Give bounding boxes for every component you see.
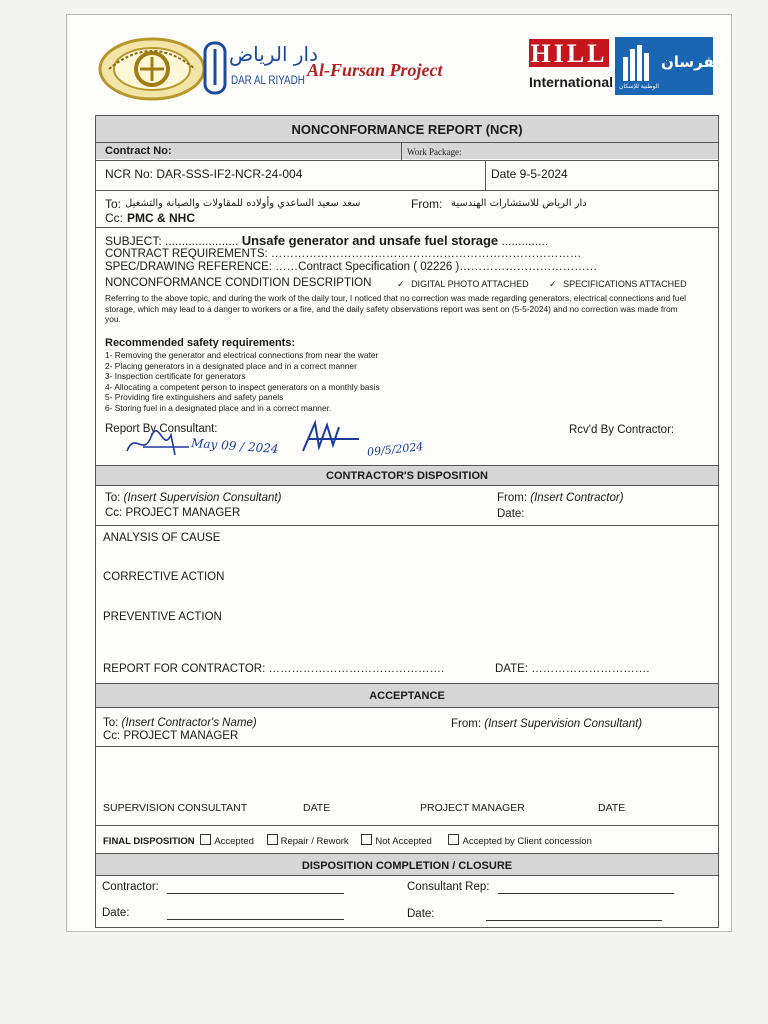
cd-to (105, 492, 281, 505)
recommendation-item: 6- Storing fuel in a designated place and in a correct manner. (105, 402, 332, 413)
acc-from-value: (Insert Supervision Consultant) (484, 718, 643, 730)
hill-international-logo (529, 39, 613, 95)
spec-attached-label: SPECIFICATIONS ATTACHED (563, 279, 687, 289)
closure-contractor-line[interactable] (167, 893, 344, 894)
second-signature (299, 417, 369, 457)
acc-to-value: (Insert Contractor's Name) (121, 717, 257, 729)
cd-to-label: To: (105, 492, 121, 504)
ncr-document-sheet (66, 14, 732, 932)
contract-no-label: Contract No: (105, 145, 172, 157)
cd-date-line: DATE: …………………………. (495, 663, 650, 675)
report-for-contractor-label: REPORT FOR CONTRACTOR: ………………………………………. (103, 663, 445, 675)
project-title: Al-Fursan Project (307, 60, 443, 80)
from-value-arabic: دار الرياض للاستشارات الهندسية (451, 198, 587, 209)
final-disposition-label: FINAL DISPOSITION (103, 836, 195, 847)
final-disposition-row (103, 834, 592, 848)
cd-from-label: From: (497, 492, 528, 504)
contract-requirements: CONTRACT REQUIREMENTS: ……………………………………………………………………… (105, 248, 582, 260)
recommended-title: Recommended safety requirements: (105, 337, 296, 349)
recommendation-item: 5- Providing fire extinguishers and safety panels (105, 392, 284, 402)
recommendation-list (105, 350, 505, 413)
check-mark-icon: ✓ (397, 279, 405, 289)
not-accepted-checkbox[interactable] (361, 834, 372, 845)
from-label: From: (411, 197, 443, 211)
ncr-number: NCR No: DAR-SSS-IF2-NCR-24-004 (105, 167, 303, 181)
closure-consultant-line[interactable] (498, 893, 674, 894)
recommendation-item: 2- Placing generators in a designated place and in a correct manner (105, 360, 357, 371)
preventive-action-label: PREVENTIVE ACTION (103, 611, 222, 623)
spec-attached-item (549, 278, 687, 291)
nonconformance-condition-label: NONCONFORMANCE CONDITION DESCRIPTION (105, 277, 372, 289)
accepted-option-label: Accepted (214, 836, 254, 847)
not-accepted-option-label: Not Accepted (375, 836, 432, 847)
signature-date-1: May 09 / 2024 (190, 435, 279, 457)
condition-description: Referring to the above topic, and during the work of the daily tour, I noticed that no correction was made regarding generators, electrical connections and fuel storage, which may lead to a danger to workers or a fire, and the daily safety observations report was sent on (5-5-2024) and no correction was made from you. (105, 293, 687, 324)
report-by-consultant-label: Report By Consultant: (105, 423, 218, 435)
client-concession-option-label: Accepted by Client concession (462, 836, 592, 847)
recommendation-item: 3- Inspection certificate for generators (105, 371, 246, 381)
hill-logo-subtitle: International (529, 74, 614, 90)
repair-rework-checkbox[interactable] (267, 834, 278, 845)
closure-title: DISPOSITION COMPLETION / CLOSURE (301, 860, 513, 872)
contractor-disposition-title: CONTRACTOR'S DISPOSITION (326, 470, 488, 482)
acc-to-label: To: (103, 717, 119, 729)
acceptance-title: ACCEPTANCE (369, 690, 445, 702)
cc-value: PMC & NHC (127, 211, 195, 225)
corrective-action-label: CORRECTIVE ACTION (103, 571, 225, 583)
closure-contractor-label: Contractor: (102, 881, 159, 893)
subject-tail: .............. (501, 234, 549, 248)
check-mark-icon: ✓ (549, 279, 557, 289)
closure-date-label-right: Date: (407, 908, 435, 920)
acceptance-date-1: DATE (303, 802, 331, 814)
hill-logo-text: HILL (530, 39, 608, 68)
al-fursan-subtitle: الوطنية للإسكان (619, 83, 660, 90)
dar-al-riyadh-english: DAR AL RIYADH (231, 73, 305, 87)
received-by-contractor-label: Rcv'd By Contractor: (569, 424, 675, 436)
client-concession-checkbox[interactable] (448, 834, 459, 845)
work-package-label: Work Package: (407, 147, 462, 157)
repair-rework-option-label: Repair / Rework (280, 836, 349, 847)
subject-value: Unsafe generator and unsafe fuel storage (241, 233, 499, 248)
cd-date-label: Date: (497, 508, 525, 520)
cd-cc: Cc: PROJECT MANAGER (105, 507, 241, 519)
analysis-of-cause-label: ANALYSIS OF CAUSE (103, 532, 221, 544)
dar-al-riyadh-arabic: دار الرياض (229, 42, 319, 66)
ncr-date: Date 9-5-2024 (491, 167, 568, 181)
to-value-arabic: سعد سعيد الساعدي وأولاده للمقاولات والصيانة والتشغيل (125, 198, 361, 209)
closure-date-line-right[interactable] (486, 920, 662, 921)
signature-date-2: 09/5/2024 (366, 440, 424, 459)
acc-from-label: From: (451, 718, 482, 730)
closure-date-label-left: Date: (102, 907, 130, 919)
photo-attached-label: DIGITAL PHOTO ATTACHED (411, 279, 529, 289)
cd-to-value: (Insert Supervision Consultant) (123, 492, 282, 504)
acc-cc: Cc: PROJECT MANAGER (103, 730, 239, 742)
acc-from (451, 718, 642, 731)
saadi-seal-logo (97, 37, 207, 101)
photo-attached-item (397, 278, 529, 291)
to-label: To: (105, 197, 122, 211)
spec-drawing-reference: SPEC/DRAWING REFERENCE: ……Contract Specification ( 02226 )……………………………… (105, 261, 598, 273)
cc-label: Cc: (105, 211, 123, 225)
project-manager-label: PROJECT MANAGER (420, 802, 525, 814)
subject-prefix: SUBJECT: ...................... (105, 234, 239, 248)
al-fursan-logo (615, 37, 726, 95)
subject-label (105, 233, 548, 249)
recommendation-item: 4- Allocating a competent person to inspect generators on a monthly basis (105, 381, 380, 392)
accepted-checkbox[interactable] (200, 834, 211, 845)
closure-date-line-left[interactable] (167, 919, 344, 920)
acceptance-date-2: DATE (598, 802, 626, 814)
recommendation-item: 1- Removing the generator and electrical connections from near the water (105, 350, 379, 360)
cd-from (497, 492, 624, 505)
al-fursan-arabic: الفرسان (661, 53, 726, 71)
closure-consultant-label: Consultant Rep: (407, 881, 490, 893)
form-title: NONCONFORMANCE REPORT (NCR) (291, 122, 523, 137)
dar-al-riyadh-logo (203, 41, 319, 99)
cd-from-value: (Insert Contractor) (530, 492, 624, 504)
acc-to (103, 717, 257, 730)
supervision-consultant-label: SUPERVISION CONSULTANT (103, 802, 248, 814)
